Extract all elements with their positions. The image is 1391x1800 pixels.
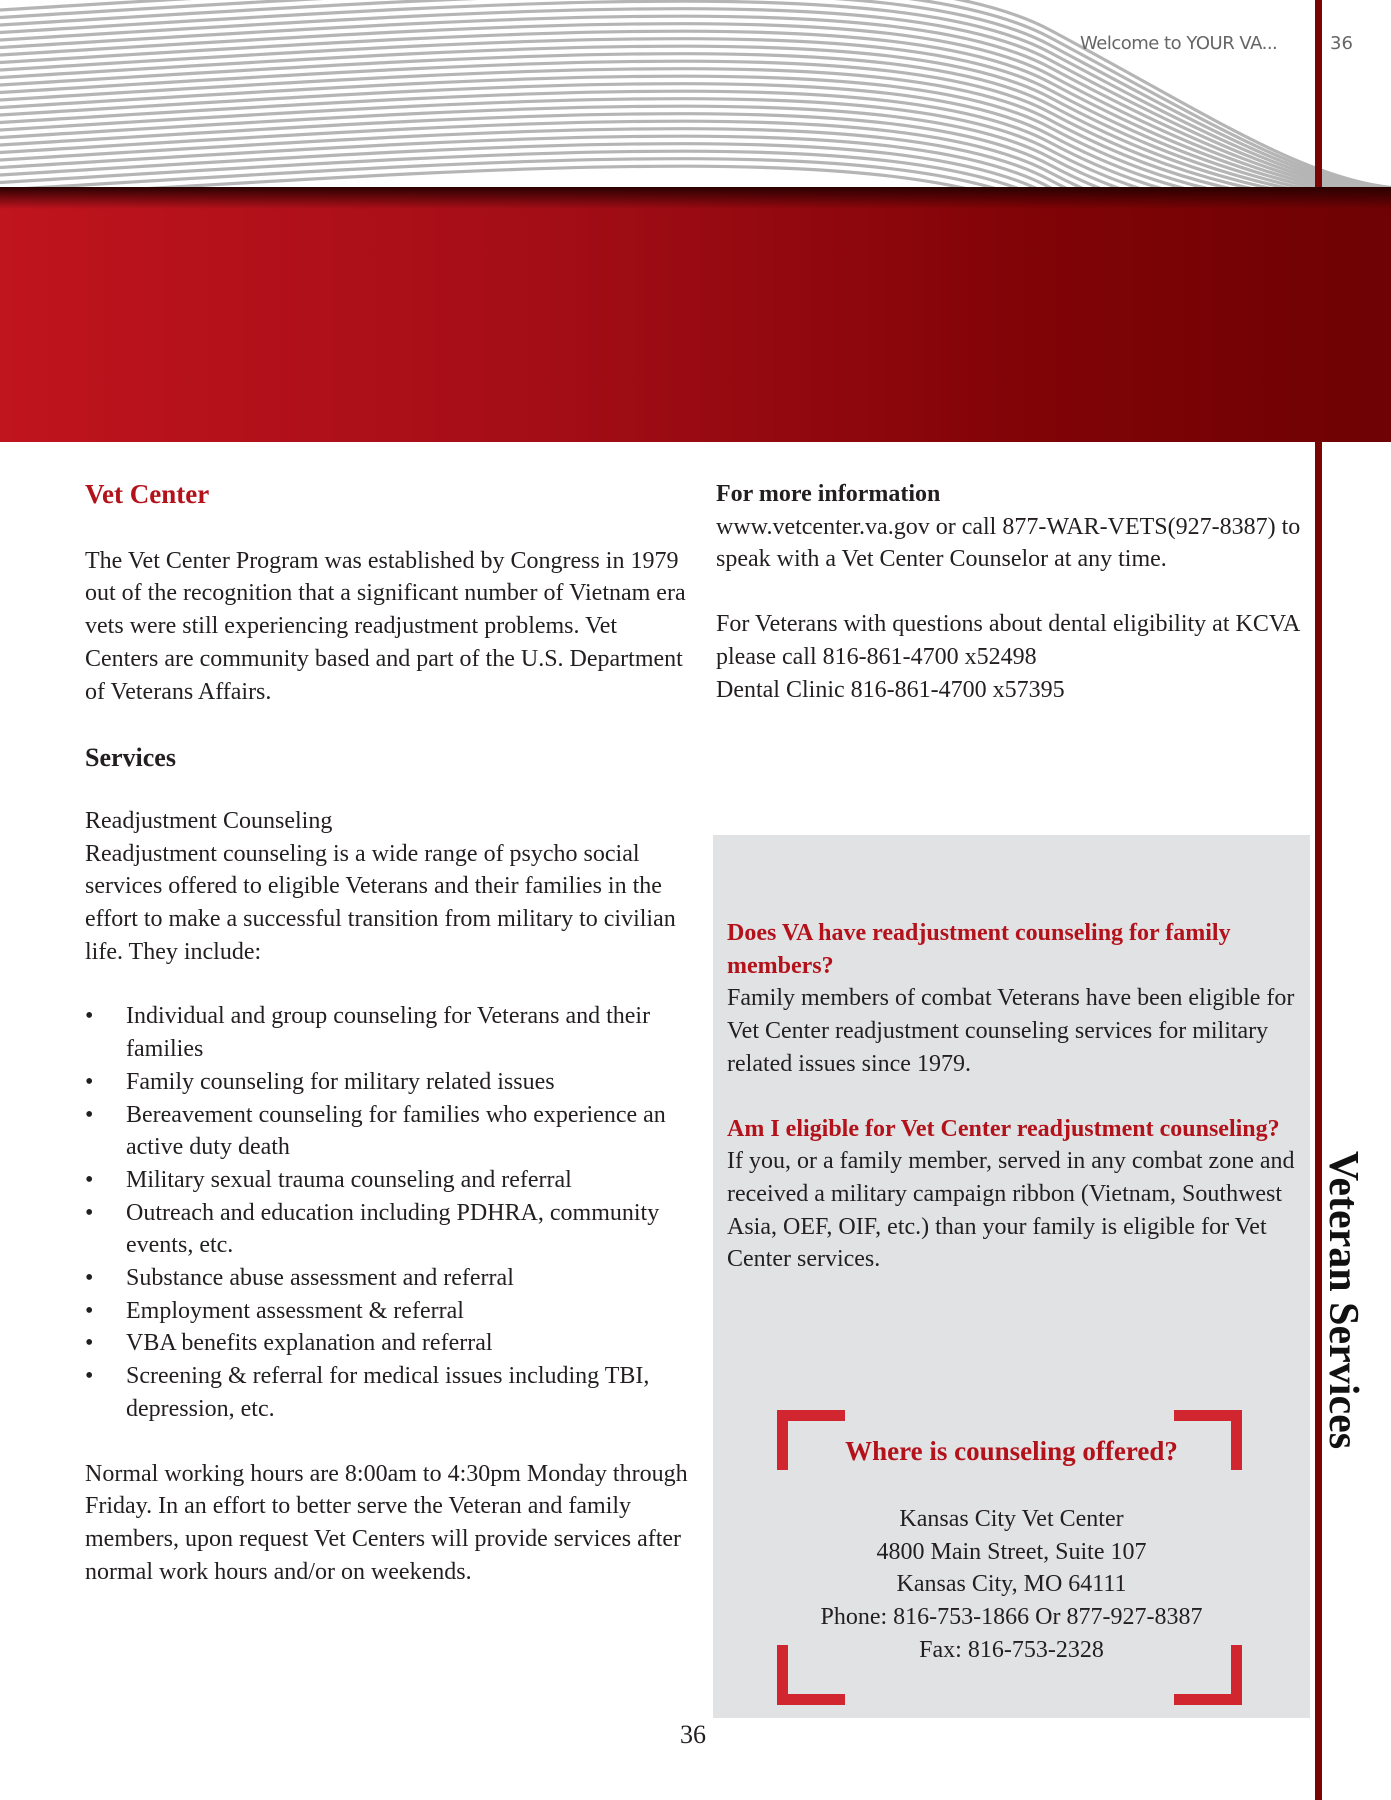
- wave-line-decoration: [0, 0, 1391, 187]
- faq-answer: If you, or a family member, served in any combat zone and received a military campaign ribbon (Vietnam, Southwest Asia, OEF, OIF, etc.) than your family is eligible for Vet Center services.: [727, 1148, 1295, 1273]
- address-line: Phone: 816-753-1866 Or 877-927-8387: [820, 1604, 1203, 1631]
- address-line: Kansas City, MO 64111: [896, 1571, 1127, 1598]
- address-line: Kansas City Vet Center: [899, 1506, 1124, 1532]
- service-item: • VBA benefits explanation and referral: [85, 1327, 695, 1360]
- service-item: • Military sexual trauma counseling and referral: [85, 1164, 695, 1197]
- location-address: [713, 1503, 1310, 1667]
- services-heading: Services: [85, 743, 176, 773]
- running-title: Welcome to YOUR VA...: [1080, 33, 1278, 54]
- services-intro: Readjustment counseling is a wide range of psycho social services offered to eligible Veterans and their families in the effort to make a successful transition from military to civilian life. They include:: [85, 840, 676, 965]
- location-heading: Where is counseling offered?: [845, 1436, 1178, 1466]
- service-item: • Employment assessment & referral: [85, 1295, 695, 1328]
- side-tab-label: Veteran Services: [1320, 1150, 1366, 1450]
- side-tab: [1318, 1120, 1368, 1480]
- services-subheading: Readjustment Counseling: [85, 807, 333, 834]
- service-item: • Screening & referral for medical issues including TBI, depression, etc.: [85, 1360, 695, 1425]
- hours-paragraph: Normal working hours are 8:00am to 4:30pm Monday through Friday. In an effort to better serve the Veteran and family members, upon request Vet Centers will provide services after normal work hours and/or on weekends.: [85, 1460, 688, 1585]
- dental-info: For Veterans with questions about dental eligibility at KCVA please call 816-861-4700 x52498: [716, 611, 1300, 670]
- service-item: • Bereavement counseling for families who experience an active duty death: [85, 1099, 695, 1164]
- faq-answer: Family members of combat Veterans have been eligible for Vet Center readjustment counseling services for military related issues since 1979.: [727, 985, 1295, 1077]
- section-title: Vet Center: [85, 479, 210, 509]
- faq-question: Does VA have readjustment counseling for family members?: [727, 920, 1231, 979]
- left-column: [85, 478, 695, 1588]
- service-item: • Outreach and education including PDHRA, community events, etc.: [85, 1197, 695, 1262]
- service-item: • Substance abuse assessment and referral: [85, 1262, 695, 1295]
- dental-clinic: Dental Clinic 816-861-4700 x57395: [716, 676, 1065, 703]
- faq-box: [713, 835, 1310, 1718]
- service-item: • Family counseling for military related issues: [85, 1066, 695, 1099]
- footer-page-number: 36: [680, 1720, 706, 1749]
- header-page-number: 36: [1330, 33, 1353, 54]
- info-heading: For more information: [716, 481, 941, 507]
- info-text: www.vetcenter.va.gov or call 877-WAR-VETS(927-8387) to speak with a Vet Center Counselor at any time.: [716, 513, 1301, 573]
- address-line: 4800 Main Street, Suite 107: [876, 1538, 1147, 1565]
- faq-question: Am I eligible for Vet Center readjustment counseling?: [727, 1115, 1280, 1142]
- address-line: Fax: 816-753-2328: [919, 1636, 1104, 1663]
- service-item: • Individual and group counseling for Veterans and their families: [85, 1000, 695, 1065]
- right-column: [716, 478, 1316, 706]
- header-red-band: [0, 187, 1391, 442]
- divider-line-top: [1315, 0, 1322, 187]
- intro-paragraph: The Vet Center Program was established by Congress in 1979 out of the recognition that a significant number of Vietnam era vets were still experiencing readjustment problems. Vet Centers are community based and part of the U.S. Department of Veterans Affairs.: [85, 547, 686, 705]
- services-list: [85, 1000, 695, 1425]
